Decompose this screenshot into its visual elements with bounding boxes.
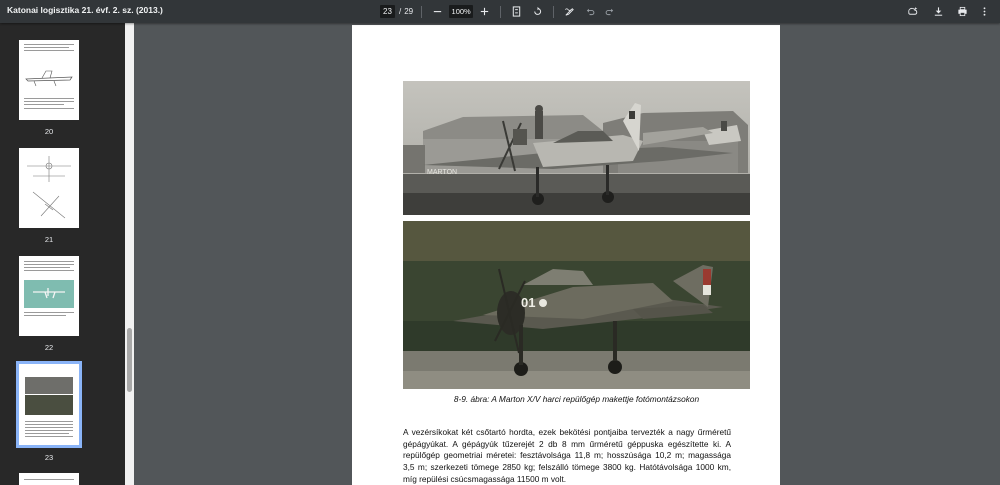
fit-page-icon[interactable] xyxy=(509,4,524,19)
toolbar-divider xyxy=(500,6,501,18)
page-body-text: A vezérsíkokat két csőtartó hordta, ezek bekötési pontjaiba tervezték a nagy űrméretű gépágyúkat. A gépágyúk tűzerejét 2 db 8 mm űrméretű géppuska egészítette ki. A repülőgép geometriai méretei: fesztávolsága 11,8 m; hosszúsága 10,2 m; magassága 3,5 m; szerkezeti tömege 2850 kg; felszálló tömege 3800 kg. Hatótávolsága 1000 km, míg repülési csúcsmagassága 11500 m volt. xyxy=(403,427,731,484)
figure-photo-2 xyxy=(403,221,750,389)
thumbnail-label: 21 xyxy=(44,235,54,244)
figure-caption: 8-9. ábra: A Marton X/V harci repülőgép makettje fotómontázsokon xyxy=(453,394,700,404)
toolbar-divider xyxy=(553,6,554,18)
annotate-icon[interactable] xyxy=(562,4,577,19)
thumbnail-label: 22 xyxy=(44,343,54,352)
thumbnail-page-23-selected[interactable] xyxy=(16,361,82,448)
figure-photo-1 xyxy=(403,81,750,215)
sidebar-scrollbar-thumb[interactable] xyxy=(127,328,132,392)
thumbnail-sidebar xyxy=(0,23,134,485)
thumbnail-page-21[interactable] xyxy=(19,148,79,228)
toolbar-right-controls xyxy=(905,3,992,20)
pdf-toolbar xyxy=(0,0,1000,23)
undo-icon[interactable] xyxy=(583,4,598,19)
ai-assist-icon[interactable] xyxy=(905,4,920,19)
thumbnail-page-20[interactable] xyxy=(19,40,79,120)
download-icon[interactable] xyxy=(931,4,946,19)
zoom-out-icon[interactable] xyxy=(430,4,445,19)
svg-text:01: 01 xyxy=(521,295,536,310)
thumbnail-page-22[interactable] xyxy=(19,256,79,336)
rotate-icon[interactable] xyxy=(530,4,545,19)
more-vert-icon[interactable] xyxy=(977,4,992,19)
pdf-page xyxy=(352,25,780,485)
thumbnail-label: 20 xyxy=(44,127,54,136)
zoom-level-input[interactable]: 100% xyxy=(449,5,473,18)
toolbar-center-controls xyxy=(380,3,617,20)
thumbnail-label: 23 xyxy=(44,453,54,462)
document-title: Katonai logisztika 21. évf. 2. sz. (2013.) xyxy=(7,5,163,15)
sidebar-scrollbar[interactable] xyxy=(125,23,134,485)
zoom-in-icon[interactable] xyxy=(477,4,492,19)
page-separator: / xyxy=(399,7,402,16)
redo-icon[interactable] xyxy=(602,4,617,19)
pdf-viewer xyxy=(134,23,1000,485)
thumbnail-page-24[interactable] xyxy=(19,473,79,485)
print-icon[interactable] xyxy=(955,4,970,19)
toolbar-divider xyxy=(421,6,422,18)
total-pages: 29 xyxy=(404,7,414,16)
svg-text:MARTON: MARTON xyxy=(427,169,458,176)
page-number-input[interactable]: 23 xyxy=(380,5,395,18)
